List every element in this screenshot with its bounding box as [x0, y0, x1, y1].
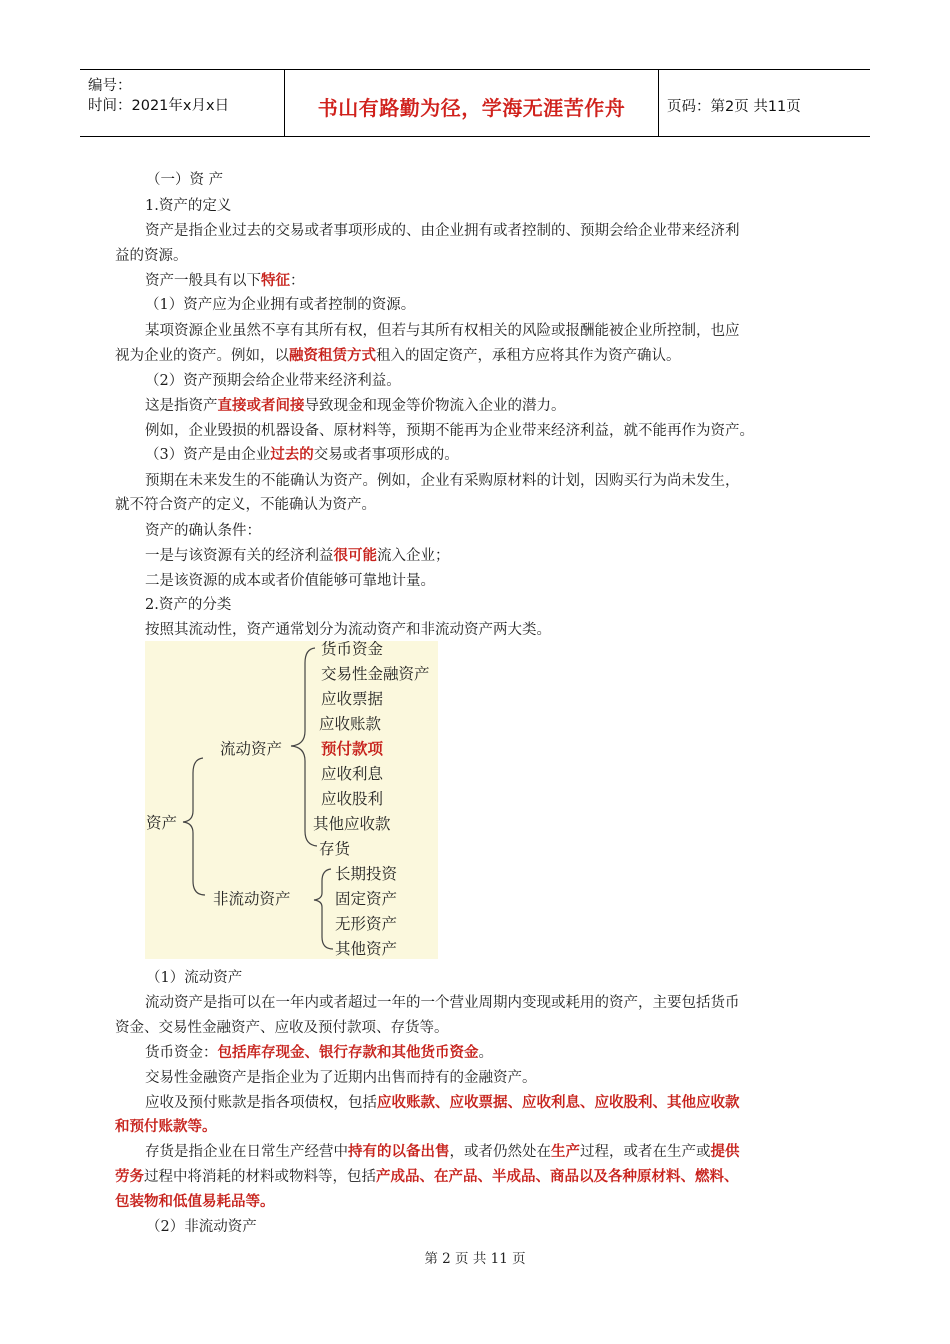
paragraph-line: 预期在未来发生的不能确认为资产。例如，企业有采购原材料的计划，因购买行为尚未发生，: [145, 473, 740, 489]
diagram-item: 固定资产: [335, 890, 398, 908]
text-span: （3）资产是由企业: [145, 447, 271, 463]
header-page-cell: [659, 70, 870, 136]
paragraph-line: 按照其流动性，资产通常划分为流动资产和非流动资产两大类。: [145, 622, 551, 638]
page-number: 页码：第2页 共11页: [667, 99, 801, 115]
text-span: ：: [290, 273, 305, 289]
page-header: [80, 69, 870, 137]
highlight-text: 特征: [261, 273, 290, 289]
document-number: 编号：: [88, 78, 132, 94]
paragraph-line: [115, 1118, 217, 1136]
text-span: 这是指资产: [145, 398, 218, 414]
diagram-item: 存货: [319, 840, 351, 858]
highlight-text: 包括库存现金、银行存款和其他货币资金: [217, 1045, 479, 1061]
text-span: 过程中将消耗的材料或物料等，包括: [144, 1169, 376, 1185]
page-footer: 第 2 页 共 11 页: [424, 1251, 526, 1267]
paragraph-line: [145, 1143, 740, 1161]
highlight-text: 和预付账款等。: [115, 1119, 217, 1135]
document-date: 时间：2021年x月x日: [88, 98, 230, 114]
highlight-text: 很可能: [333, 548, 377, 564]
paragraph-line: 就不符合资产的定义，不能确认为资产。: [115, 497, 376, 513]
diagram-root-label: 资产: [146, 814, 178, 832]
text-span: ，或者仍然处在: [449, 1144, 551, 1160]
paragraph-line: 交易性金融资产是指企业为了近期内出售而持有的金融资产。: [145, 1070, 537, 1086]
paragraph-line: [145, 272, 305, 290]
highlight-text: 应收账款、应收票据、应收利息、应收股利、其他应收款: [377, 1095, 740, 1111]
text-span: 流入企业；: [377, 548, 450, 564]
paragraph-line: [115, 1193, 275, 1211]
text-span: 货币资金：: [145, 1045, 218, 1061]
text-span: 交易或者事项形成的。: [313, 447, 459, 463]
paragraph-line: [145, 1094, 740, 1112]
diagram-item: 长期投资: [335, 865, 398, 883]
diagram-item: 应收利息: [321, 765, 384, 783]
subsection-heading: 2.资产的分类: [145, 597, 232, 613]
text-span: 一是与该资源有关的经济利益: [145, 548, 334, 564]
paragraph-line: [115, 1168, 739, 1186]
highlight-text: 提供: [710, 1144, 740, 1160]
paragraph-line: （1）资产应为企业拥有或者控制的资源。: [145, 297, 416, 313]
subsection-heading: 1.资产的定义: [145, 198, 232, 214]
asset-classification-diagram: [145, 641, 438, 959]
diagram-item: 无形资产: [335, 915, 398, 933]
motto: 书山有路勤为径，学海无涯苦作舟: [317, 96, 626, 120]
diagram-item: 应收票据: [321, 690, 384, 708]
header-motto-cell: [285, 70, 659, 136]
highlight-text: 融资租赁方式: [289, 348, 376, 364]
highlight-text: 持有的以备出售: [348, 1144, 450, 1160]
diagram-item: 其他应收款: [313, 815, 391, 833]
paragraph-line: 例如，企业毁损的机器设备、原材料等，预期不能再为企业带来经济利益，就不能再作为资产。: [145, 423, 754, 439]
diagram-item: 应收账款: [319, 715, 382, 733]
paragraph-line: 资产是指企业过去的交易或者事项形成的、由企业拥有或者控制的、预期会给企业带来经济利: [145, 223, 740, 239]
header-info-cell: [80, 70, 285, 136]
paragraph-line: [145, 1044, 493, 1062]
highlight-text: 劳务: [115, 1169, 144, 1185]
noncurrent-assets-label: 非流动资产: [213, 890, 291, 908]
text-span: 导致现金和现金等价物流入企业的潜力。: [304, 398, 566, 414]
paragraph-line: 益的资源。: [115, 248, 188, 264]
paragraph-line: 流动资产是指可以在一年内或者超过一年的一个营业周期内变现或耗用的资产，主要包括货币: [145, 995, 740, 1011]
paragraph-line: [145, 446, 459, 464]
highlight-text: 直接或者间接: [217, 398, 305, 414]
highlight-text: 过去的: [270, 447, 314, 463]
paragraph-line: 某项资源企业虽然不享有其所有权，但若与其所有权相关的风险或报酬能被企业所控制，也应: [145, 323, 740, 339]
paragraph-line: 二是该资源的成本或者价值能够可靠地计量。: [145, 573, 435, 589]
section-heading: （一）资 产: [146, 172, 224, 188]
diagram-item: 交易性金融资产: [321, 665, 430, 683]
subsection-heading: （2）非流动资产: [146, 1219, 257, 1235]
highlight-text: 产成品、在产品、半成品、商品以及各种原材料、燃料、: [376, 1169, 739, 1185]
subsection-heading: （1）流动资产: [146, 970, 243, 986]
paragraph-line: [145, 547, 450, 565]
current-assets-label: 流动资产: [220, 740, 283, 758]
paragraph-line: （2）资产预期会给企业带来经济利益。: [145, 373, 401, 389]
paragraph-line: 资产的确认条件：: [145, 523, 261, 539]
text-span: 过程，或者在生产或: [580, 1144, 711, 1160]
diagram-item: 货币资金: [321, 640, 384, 658]
diagram-item-highlighted: 预付款项: [321, 740, 384, 758]
text-span: 视为企业的资产。例如，以: [115, 348, 289, 364]
diagram-item: 其他资产: [335, 940, 398, 958]
paragraph-line: [115, 347, 681, 365]
paragraph-line: 资金、交易性金融资产、应收及预付款项、存货等。: [115, 1020, 449, 1036]
text-span: 存货是指企业在日常生产经营中: [145, 1144, 348, 1160]
text-span: 。: [478, 1045, 493, 1061]
highlight-text: 生产: [551, 1144, 580, 1160]
diagram-item: 应收股利: [321, 790, 384, 808]
highlight-text: 包装物和低值易耗品等。: [115, 1194, 275, 1210]
paragraph-line: [145, 397, 566, 415]
text-span: 应收及预付账款是指各项债权，包括: [145, 1095, 377, 1111]
text-span: 租入的固定资产，承租方应将其作为资产确认。: [376, 348, 681, 364]
text-span: 资产一般具有以下: [145, 273, 261, 289]
